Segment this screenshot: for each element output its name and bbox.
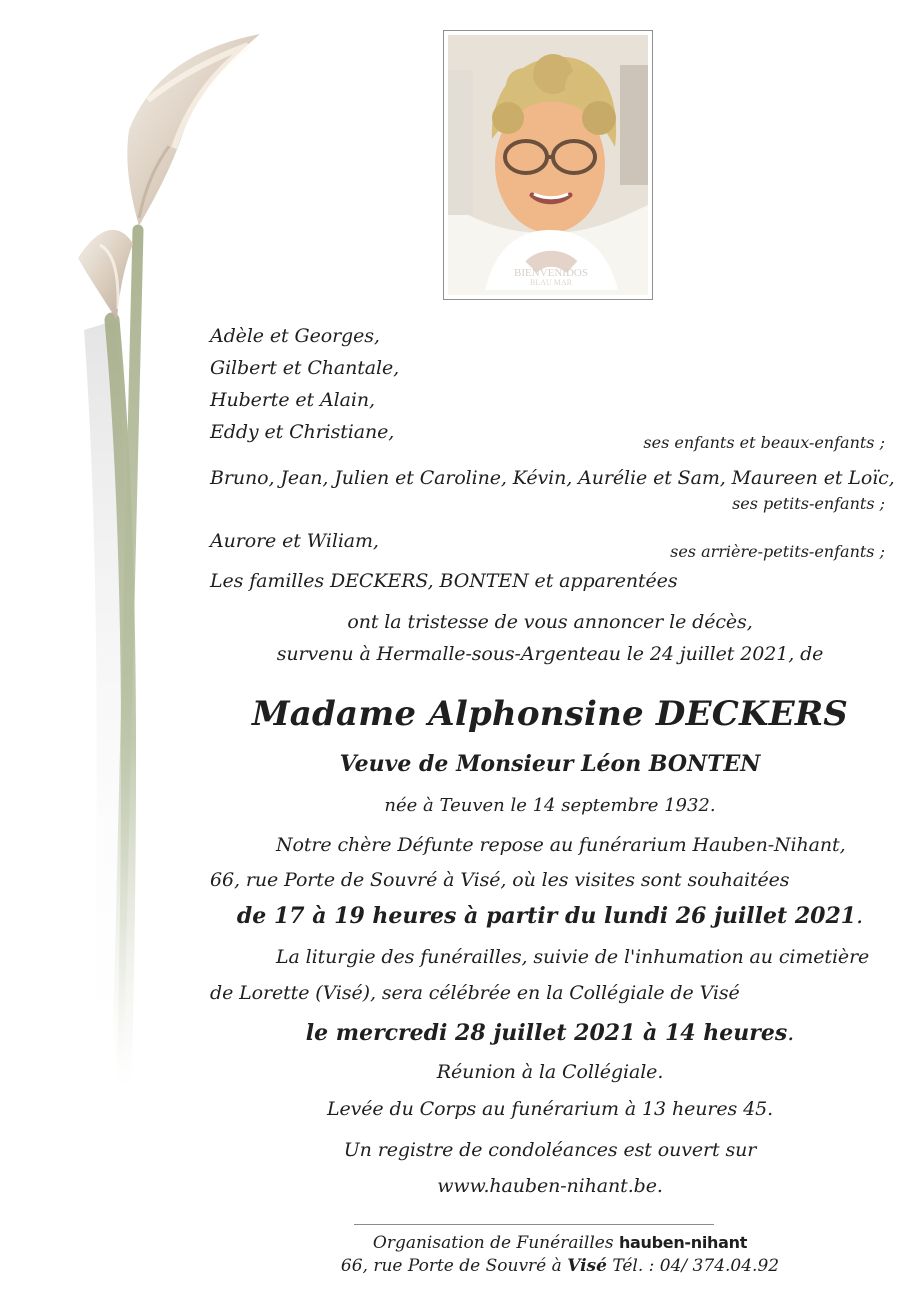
footer-organization: [280, 1233, 840, 1253]
visitation-hours-end: .: [856, 904, 864, 929]
child-couple-3: Huberte et Alain,: [210, 389, 375, 411]
visitation-line-2: 66, rue Porte de Souvré à Visé, où les visites sont souhaitées: [210, 869, 790, 891]
announcement-line-2: survenu à Hermalle-sous-Argenteau le 24 juillet 2021, de: [276, 643, 824, 665]
grandchildren-role: ses petits-enfants ;: [732, 494, 885, 513]
photo-sign-text-2: BLAU MAR: [529, 278, 573, 287]
deceased-name: Madame Alphonsine DECKERS: [251, 694, 849, 734]
funeral-line-2: de Lorette (Visé), sera célébrée en la Collégiale de Visé: [210, 982, 740, 1004]
related-families: Les familles DECKERS, BONTEN et apparentées: [210, 570, 678, 592]
footer-city: Visé: [567, 1256, 607, 1276]
portrait-frame: [443, 30, 653, 300]
condolence-register: Un registre de condoléances est ouvert sur: [343, 1139, 757, 1161]
funeral-line-1: La liturgie des funérailles, suivie de l'inhumation au cimetière: [276, 946, 870, 968]
calla-lily-decoration: [20, 20, 280, 1110]
footer-prefix: Organisation de Funérailles: [372, 1233, 619, 1253]
portrait-photo: [448, 35, 648, 295]
visitation-hours: [190, 903, 910, 929]
footer-address-start: 66, rue Porte de Souvré à: [340, 1256, 568, 1276]
children-role: ses enfants et beaux-enfants ;: [643, 433, 885, 452]
visitation-hours-text: de 17 à 19 heures à partir du lundi 26 juillet 2021: [236, 903, 857, 929]
footer-address: [280, 1256, 840, 1276]
grandchildren-list: Bruno, Jean, Julien et Caroline, Kévin, Aurélie et Sam, Maureen et Loïc,: [210, 467, 895, 489]
condolence-website[interactable]: www.hauben-nihant.be.: [437, 1175, 663, 1197]
great-grandchildren-role: ses arrière-petits-enfants ;: [670, 542, 885, 561]
funeral-date-text: le mercredi 28 juillet 2021 à 14 heures: [305, 1020, 788, 1046]
funeral-date-end: .: [787, 1021, 795, 1046]
meeting-place: Réunion à la Collégiale.: [436, 1061, 664, 1083]
child-couple-4: Eddy et Christiane,: [210, 421, 395, 443]
child-couple-2: Gilbert et Chantale,: [210, 357, 400, 379]
removal-time: Levée du Corps au funérarium à 13 heures 45.: [326, 1098, 774, 1120]
photo-sign-text-1: BIENVENIDOS: [514, 267, 588, 279]
birth-info: née à Teuven le 14 septembre 1932.: [384, 795, 716, 816]
announcement-line-1: ont la tristesse de vous annoncer le décès,: [347, 611, 753, 633]
funeral-date: [190, 1020, 910, 1046]
widow-of: Veuve de Monsieur Léon BONTEN: [339, 751, 761, 777]
footer-divider: [354, 1224, 714, 1225]
footer-phone: Tél. : 04/ 374.04.92: [606, 1256, 780, 1276]
brand-name: hauben-nihant: [618, 1233, 748, 1252]
child-couple-1: Adèle et Georges,: [210, 325, 380, 347]
visitation-line-1: Notre chère Défunte repose au funérarium Hauben-Nihant,: [276, 834, 846, 856]
great-grandchildren-list: Aurore et Wiliam,: [210, 530, 379, 552]
